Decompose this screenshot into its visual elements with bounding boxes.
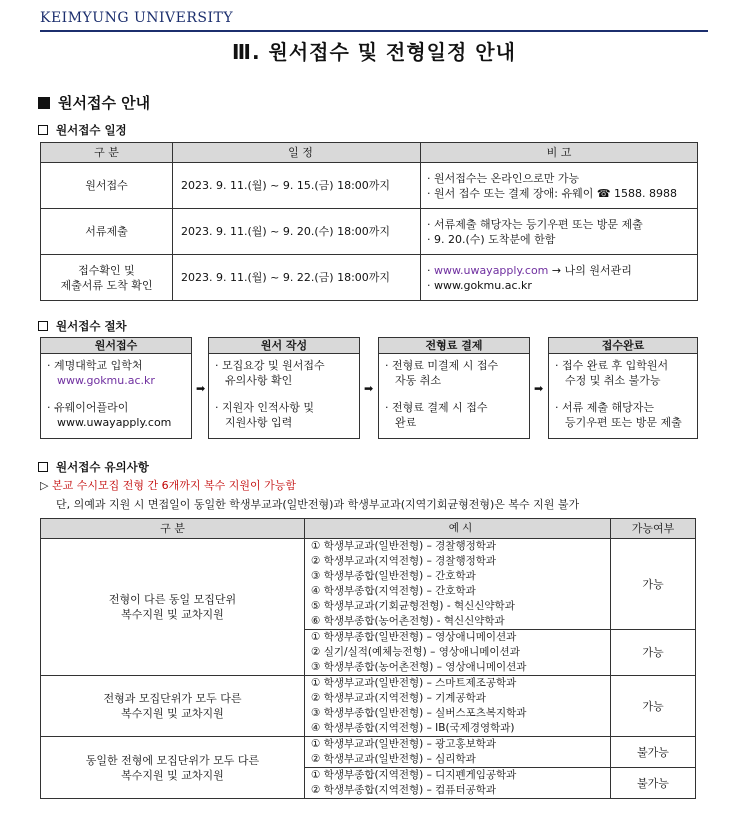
table-row	[41, 163, 698, 209]
procedure-step-write: 원서 작성 · 모집요강 및 원서접수 유의사항 확인 · 지원자 인적사항 및 지원사항 입력	[208, 337, 360, 439]
procedure-step-complete: 접수완료 · 접수 완료 후 입학원서 수정 및 취소 불가능 · 서류 제출 해당자는 등기우편 또는 방문 제출	[548, 337, 698, 439]
note-cell: · 서류제출 해당자는 등기우편 또는 방문 제출 · 9. 20.(수) 도착분에 한함	[421, 209, 698, 255]
cautions-table	[40, 518, 696, 799]
example-cell: ① 학생부교과(일반전형) – 광고홍보학과 ② 학생부교과(일반전형) – 심리학과	[305, 737, 611, 768]
date-cell: 2023. 9. 11.(월) ~ 9. 15.(금) 18:00까지	[173, 163, 421, 209]
col-example: 예 시	[305, 519, 611, 539]
col-availability: 가능여부	[611, 519, 696, 539]
page-title: Ⅲ. 원서접수 및 전형일정 안내	[232, 40, 516, 64]
schedule-heading: 원서접수 일정	[38, 122, 127, 138]
table-row	[41, 539, 696, 630]
arrow-right-icon: ➡	[196, 382, 206, 395]
table-header-row	[41, 519, 696, 539]
page-header	[40, 10, 708, 32]
procedure-heading: 원서접수 절차	[38, 318, 127, 334]
example-cell: ① 학생부교과(일반전형) – 경찰행정학과 ② 학생부교과(지역전형) – 경찰행정학과 ③ 학생부종합(일반전형) – 간호학과 ④ 학생부종합(지역전형) – 간호학과 ⑤ 학생부교과(기회균형전형) - 혁신신약학과 ⑥ 학생부종합(농어촌전형) - 혁신신약학과	[305, 539, 611, 630]
availability-cell: 가능	[611, 539, 696, 630]
checkbox-bullet-icon	[38, 462, 48, 472]
date-cell: 2023. 9. 11.(월) ~ 9. 20.(수) 18:00까지	[173, 209, 421, 255]
arrow-right-icon: ➡	[364, 382, 374, 395]
col-date: 일 정	[173, 143, 421, 163]
category-cell: 동일한 전형에 모집단위가 모두 다른 복수지원 및 교차지원	[41, 737, 305, 799]
procedure-step-apply: 원서접수 · 계명대학교 입학처 www.gokmu.ac.kr · 유웨이어플라이 www.uwayapply.com	[40, 337, 192, 439]
table-row	[41, 209, 698, 255]
triangle-marker-icon: ▷	[40, 479, 49, 492]
col-category: 구 분	[41, 143, 173, 163]
caution-line-1: ▷ 본교 수시모집 전형 간 6개까지 복수 지원이 가능함	[40, 479, 296, 492]
availability-cell: 불가능	[611, 768, 696, 799]
arrow-right-icon: ➡	[534, 382, 544, 395]
availability-cell: 가능	[611, 676, 696, 737]
note-cell: · 원서접수는 온라인으로만 가능 · 원서 접수 또는 결제 장애: 유웨이 ☎ 1588. 8988	[421, 163, 698, 209]
uway-link[interactable]: www.uwayapply.com	[57, 416, 172, 429]
note-cell: · www.uwayapply.com → 나의 원서관리 · www.gokmu.ac.kr	[421, 255, 698, 301]
category-cell: 접수확인 및 제출서류 도착 확인	[41, 255, 173, 301]
caution-line-2: 단, 의예과 지원 시 면접일이 동일한 학생부교과(일반전형)과 학생부교과(지역기회균형전형)은 복수 지원 불가	[56, 498, 580, 511]
section-heading: 원서접수 안내	[38, 92, 150, 113]
example-cell: ① 학생부교과(일반전형) – 스마트제조공학과 ② 학생부교과(지역전형) – 기계공학과 ③ 학생부종합(일반전형) – 실버스포츠복지학과 ④ 학생부종합(지역전형) – IB(국제경영학과)	[305, 676, 611, 737]
table-row	[41, 255, 698, 301]
table-header-row	[41, 143, 698, 163]
category-cell: 전형과 모집단위가 모두 다른 복수지원 및 교차지원	[41, 676, 305, 737]
table-row	[41, 737, 696, 768]
example-cell: ① 학생부종합(지역전형) – 디지펜게임공학과 ② 학생부종합(지역전형) – 컴퓨터공학과	[305, 768, 611, 799]
square-bullet-icon	[38, 97, 50, 109]
checkbox-bullet-icon	[38, 125, 48, 135]
university-logo-text: KEIMYUNG UNIVERSITY	[40, 10, 234, 26]
gokmu-link[interactable]: www.gokmu.ac.kr	[57, 374, 155, 387]
checkbox-bullet-icon	[38, 321, 48, 331]
category-cell: 서류제출	[41, 209, 173, 255]
date-cell: 2023. 9. 11.(월) ~ 9. 22.(금) 18:00까지	[173, 255, 421, 301]
availability-cell: 가능	[611, 630, 696, 676]
col-note: 비 고	[421, 143, 698, 163]
example-cell: ① 학생부종합(일반전형) – 영상애니메이션과 ② 실기/실적(예체능전형) – 영상애니메이션과 ③ 학생부종합(농어촌전형) – 영상애니메이션과	[305, 630, 611, 676]
table-row	[41, 676, 696, 737]
category-cell: 원서접수	[41, 163, 173, 209]
schedule-table	[40, 142, 698, 301]
cautions-heading: 원서접수 유의사항	[38, 459, 149, 475]
category-cell: 전형이 다른 동일 모집단위 복수지원 및 교차지원	[41, 539, 305, 676]
gokmu-link[interactable]: · www.gokmu.ac.kr	[427, 278, 532, 292]
procedure-step-payment: 전형료 결제 · 전형료 미결제 시 접수 자동 취소 · 전형료 결제 시 접수 완료	[378, 337, 530, 439]
col-category: 구 분	[41, 519, 305, 539]
availability-cell: 불가능	[611, 737, 696, 768]
uway-link[interactable]: www.uwayapply.com	[434, 263, 549, 277]
